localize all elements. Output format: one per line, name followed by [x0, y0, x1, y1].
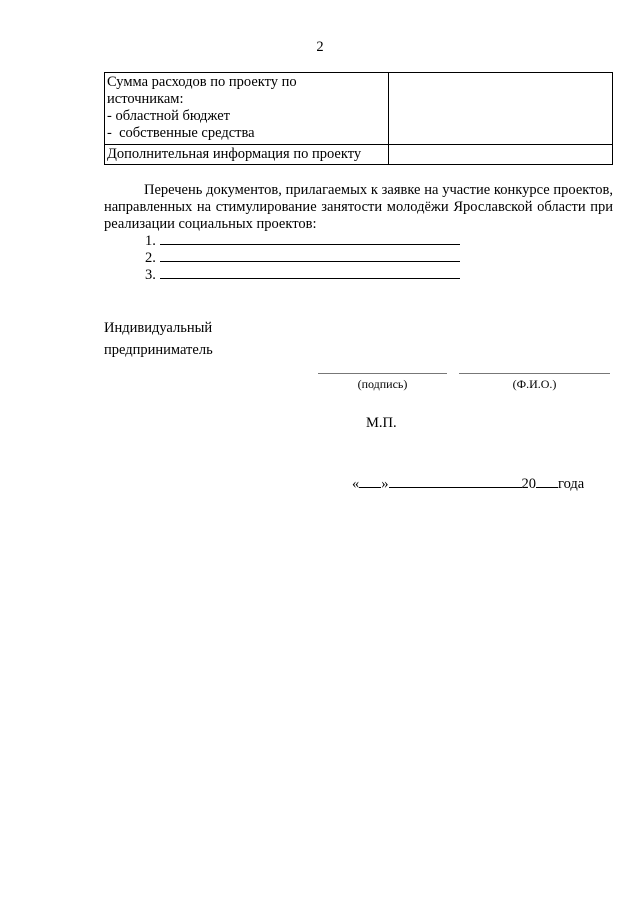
- list-number: 3.: [145, 267, 156, 283]
- name-line[interactable]: [459, 373, 610, 374]
- year-suffix: года: [558, 476, 585, 492]
- page-number: 2: [316, 39, 324, 55]
- list-item: [145, 249, 460, 267]
- documents-intro-paragraph: Перечень документов, прилагаемых к заявке на участие конкурсе проектов, направленных на стимулирование занятости молодёжи Ярославской области при реализации социальных проектов:: [104, 182, 613, 232]
- cell-line: Сумма расходов по проекту по: [107, 74, 297, 90]
- table-cell-label: [105, 73, 389, 145]
- date-close-quote: »: [381, 476, 389, 492]
- signatory-line-1: Индивидуальный: [104, 320, 213, 336]
- blank-line[interactable]: [160, 232, 460, 245]
- table-row: [105, 145, 613, 165]
- blank-line[interactable]: [160, 266, 460, 279]
- signature-line[interactable]: [318, 373, 447, 374]
- stamp-label: М.П.: [366, 415, 397, 431]
- cell-line: - собственные средства: [107, 125, 255, 141]
- table-cell-value[interactable]: [389, 73, 613, 145]
- year-blank[interactable]: [536, 474, 558, 488]
- table-row: [105, 73, 613, 145]
- table-cell-label: [105, 145, 389, 165]
- signatory-line-2: предприниматель: [104, 342, 213, 358]
- month-blank[interactable]: [389, 474, 522, 488]
- day-blank[interactable]: [359, 474, 381, 488]
- name-caption: (Ф.И.О.): [512, 377, 557, 391]
- year-prefix: 20: [521, 476, 536, 492]
- date-open-quote: «: [352, 476, 360, 492]
- list-number: 1.: [145, 233, 156, 249]
- project-info-table: [104, 72, 613, 165]
- blank-line[interactable]: [160, 249, 460, 262]
- list-item: [145, 266, 460, 284]
- list-item: [145, 232, 460, 250]
- signatory-label: [104, 317, 213, 361]
- list-number: 2.: [145, 250, 156, 266]
- cell-line: источникам:: [107, 91, 184, 107]
- date-line: [352, 474, 584, 493]
- cell-line: Дополнительная информация по проекту: [107, 146, 362, 162]
- table-cell-value[interactable]: [389, 145, 613, 165]
- cell-line: - областной бюджет: [107, 108, 231, 124]
- signature-caption: (подпись): [357, 377, 408, 391]
